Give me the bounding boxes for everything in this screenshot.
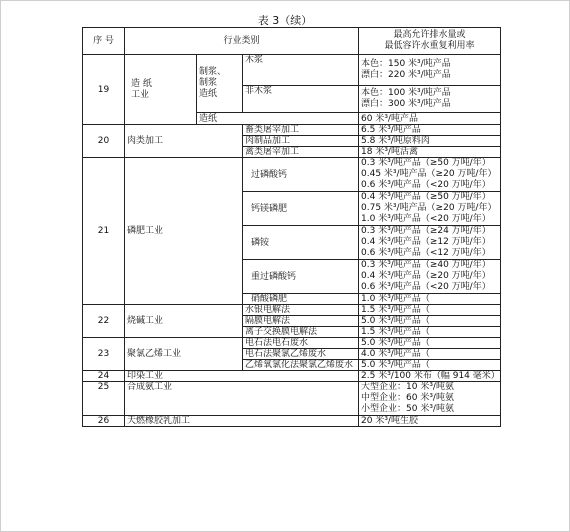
limit-value-line1: 0.3 米³/吨产品（≥50 万吨/年） [361,158,491,168]
table-row [83,371,501,382]
limit-value: 5.0 米³/吨产品（ [359,316,501,327]
subcategory [197,55,243,113]
limit-value-line3: 1.0 米³/吨产品（<20 万吨/年） [361,214,491,224]
limit-value: 60 米³/吨产品 [359,113,501,125]
process-name: 磷铵 [243,226,359,260]
limit-value [359,260,501,294]
limit-value-line3: 小型企业：50 米³/吨氨 [361,404,454,414]
limit-value-line2: 0.4 米³/吨产品（≥20 万吨/年） [361,271,491,281]
row-number: 24 [83,371,125,382]
process-name: 电石法聚氯乙烯废水 [243,349,359,360]
process-name: 禽类屠宰加工 [243,147,359,158]
limit-value: 4.0 米³/吨产品（ [359,349,501,360]
row-number: 26 [83,416,125,427]
industry-name: 天燃橡胶乳加工 [125,416,359,427]
row-number: 21 [83,158,125,305]
limit-value [359,55,501,86]
industry-name: 肉类加工 [125,125,243,158]
table-row [83,158,501,192]
limit-value-line2: 0.4 米³/吨产品（≥12 万吨/年） [361,237,491,247]
limit-value: 6.5 米³/吨产品 [359,125,501,136]
limit-value: 5.0 米³/吨产品（ [359,360,501,371]
limit-value [359,382,501,416]
limit-value [359,158,501,192]
process-name: 电石法电石废水 [243,338,359,349]
industry-name: 磷肥工业 [125,158,243,305]
table-caption: 表 3（续） [257,14,313,27]
limit-value-line2: 漂白：300 米³/吨产品 [361,99,451,109]
process-name: 过磷酸钙 [243,158,359,192]
process-name: 硝酸磷肥 [243,294,359,305]
industry-name: 印染工业 [125,371,359,382]
limit-value: 1.5 米³/吨产品（ [359,305,501,316]
subcategory-line3: 造纸 [199,89,218,99]
industry-name-line1: 造 纸 [131,78,152,89]
header-no: 序 号 [83,28,125,55]
limit-value: 18 米³/吨活禽 [359,147,501,158]
process-name: 木浆 [243,55,359,86]
limit-value-line1: 本色：100 米³/吨产品 [361,88,451,98]
limit-value-line3: 0.6 米³/吨产品（<20 万吨/年） [361,180,491,190]
limit-value: 2.5 米³/100 米布（幅 914 毫米） [359,371,501,382]
industry-name-line2: 工业 [131,89,150,100]
limit-value-line2: 漂白：220 米³/吨产品 [361,70,451,80]
row-number: 23 [83,338,125,371]
row-number: 20 [83,125,125,158]
process-name: 畜类屠宰加工 [243,125,359,136]
process-name: 乙烯氧氯化法聚氯乙烯废水 [243,360,359,371]
limit-value-line1: 0.3 米³/吨产品（≥40 万吨/年） [361,260,491,270]
industry-name [125,55,197,125]
limit-value [359,86,501,113]
process-name: 造纸 [197,113,359,125]
limit-value: 5.8 米³/吨原料肉 [359,136,501,147]
process-name: 非木浆 [243,86,359,113]
header-row [83,28,501,55]
limit-value-line1: 0.4 米³/吨产品（≥50 万吨/年） [361,192,491,202]
limit-value: 1.0 米³/吨产品（ [359,294,501,305]
subcategory-line1: 制浆、 [199,67,227,77]
table-row [83,338,501,349]
header-limit [359,28,501,55]
table-row [83,382,501,416]
row-number: 22 [83,305,125,338]
header-limit-line2: 最低容许水重复利用率 [384,41,475,51]
process-name: 重过磷酸钙 [243,260,359,294]
process-name: 水银电解法 [243,305,359,316]
industry-name: 烧碱工业 [125,305,243,338]
table-row [83,305,501,316]
limit-value-line2: 0.45 米³/吨产品（≥20 万吨/年） [361,169,497,179]
limit-value [359,192,501,226]
limit-value [359,226,501,260]
subcategory-line2: 制浆 [199,78,218,88]
header-limit-line1: 最高允许排水量或 [393,30,466,40]
limit-value-line3: 0.6 米³/吨产品（<20 万吨/年） [361,282,491,292]
limit-value-line3: 0.6 米³/吨产品（<12 万吨/年） [361,248,491,258]
wastewater-limit-table [82,27,501,427]
limit-value: 5.0 米³/吨产品（ [359,338,501,349]
industry-name: 聚氯乙烯工业 [125,338,243,371]
row-number: 25 [83,382,125,416]
process-name: 钙镁磷肥 [243,192,359,226]
limit-value: 20 米³/吨生胶 [359,416,501,427]
limit-value-line1: 大型企业：10 米³/吨氨 [361,382,454,392]
limit-value: 1.5 米³/吨产品（ [359,327,501,338]
limit-value-line1: 本色：150 米³/吨产品 [361,59,451,69]
table-row [83,55,501,86]
table-row [83,416,501,427]
process-name: 离子交换膜电解法 [243,327,359,338]
limit-value-line1: 0.3 米³/吨产品（≥24 万吨/年） [361,226,491,236]
process-name: 肉制品加工 [243,136,359,147]
process-name: 隔膜电解法 [243,316,359,327]
limit-value-line2: 中型企业：60 米³/吨氨 [361,393,454,403]
industry-name: 合成氨工业 [125,382,359,416]
header-industry: 行业类别 [125,28,359,55]
limit-value-line2: 0.75 米³/吨产品（≥20 万吨/年） [361,203,497,213]
row-number: 19 [83,55,125,125]
table-row [83,125,501,136]
